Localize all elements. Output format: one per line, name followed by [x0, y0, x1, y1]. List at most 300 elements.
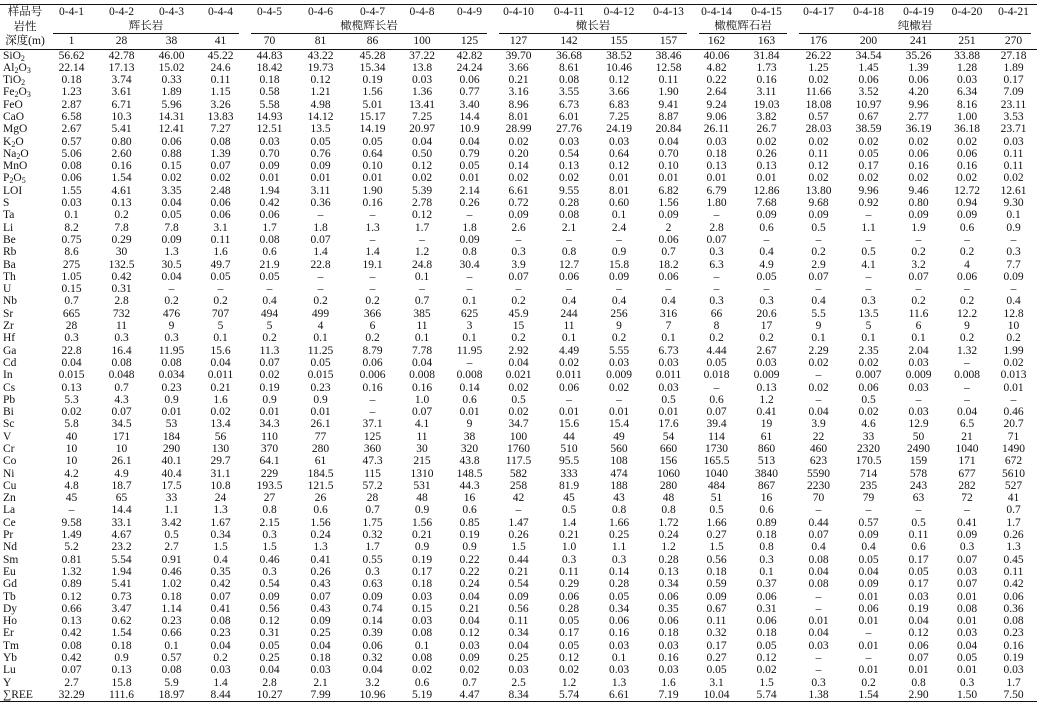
value-cell: 0.8	[661, 504, 676, 517]
value-cell: 9	[815, 320, 822, 333]
value-cell: 0.3	[1006, 246, 1021, 259]
value-cell: 0.27	[706, 652, 727, 665]
value-cell: 0.3	[959, 541, 975, 554]
depth-cell: 100	[398, 34, 446, 49]
value-cell: 0.01	[658, 172, 679, 185]
value-cell: 0.27	[706, 529, 727, 542]
table-row	[0, 394, 1037, 406]
value-cell: 0.03	[608, 135, 630, 148]
value-cell: 10.96	[347, 689, 398, 702]
value-cell: 0.1	[414, 332, 430, 345]
value-cell: 0.31	[111, 283, 132, 296]
sample-id-cell: 0-4-12	[594, 5, 644, 20]
value-cell: 0.006	[359, 369, 386, 382]
element-label: Cs	[3, 381, 16, 394]
value-cell: 0.37	[756, 578, 777, 591]
table-row	[0, 271, 1037, 283]
sample-id-cell: 0-4-18	[844, 5, 893, 20]
table-row	[0, 529, 1037, 541]
value-cell: 0.59	[706, 578, 727, 591]
value-cell: 21.9	[259, 258, 280, 271]
sample-id-cell: 0-4-4	[196, 5, 245, 20]
value-cell: –	[865, 283, 872, 296]
value-cell: 71	[1007, 430, 1020, 443]
value-cell: 0.7	[365, 504, 380, 517]
value-cell: 0.22	[459, 565, 480, 578]
formula-part: O	[18, 86, 27, 99]
value-cell: 7.25	[608, 110, 630, 123]
lithology-group-cell	[693, 20, 793, 35]
value-cell: 0.32	[362, 529, 383, 542]
element-label: Cu	[3, 479, 17, 492]
value-cell: 1.23	[61, 86, 82, 99]
value-cell: 0.08	[808, 553, 829, 566]
element-label: Tb	[3, 590, 16, 603]
value-cell: 0.02	[608, 381, 630, 394]
value-cell: 0.02	[259, 369, 280, 382]
value-cell: 0.04	[411, 356, 433, 369]
value-cell: –	[466, 209, 473, 222]
value-cell: 24	[214, 492, 227, 505]
value-cell: 4.6	[861, 418, 876, 431]
value-cell: 0.07	[310, 233, 331, 246]
value-cell: 0.45	[1003, 553, 1024, 566]
value-cell: 0.11	[1003, 160, 1024, 173]
depth-label: 深度(m)	[0, 34, 47, 49]
value-cell: 14.19	[359, 123, 386, 136]
value-cell: 43	[613, 492, 625, 505]
value-cell: 15.8	[608, 258, 630, 271]
value-cell: 1.49	[61, 529, 82, 542]
value-cell: 0.17	[1003, 74, 1024, 87]
value-cell: 8.96	[508, 98, 529, 111]
value-cell: 5.74	[740, 689, 793, 702]
element-label: Sr	[3, 307, 14, 320]
value-cell: 0.23	[1003, 627, 1024, 640]
value-cell: 2.64	[706, 86, 727, 99]
table-row	[0, 49, 1037, 62]
value-cell: 0.02	[1003, 172, 1024, 185]
value-cell: 4.82	[706, 61, 727, 74]
value-cell: 1.4	[213, 676, 228, 689]
value-cell: 184.5	[307, 467, 334, 480]
element-label: Th	[3, 270, 16, 283]
value-cell: 275	[62, 258, 81, 271]
value-cell: 19.73	[307, 61, 334, 74]
element-label: V	[3, 430, 12, 443]
value-cell: 0.17	[858, 160, 879, 173]
value-cell: 0.04	[956, 406, 978, 419]
value-cell: 0.20	[508, 147, 529, 160]
value-cell: 2.6	[511, 221, 526, 234]
value-cell: 26	[314, 492, 327, 505]
value-cell: 0.01	[161, 406, 182, 419]
value-cell: 1.73	[756, 61, 777, 74]
value-cell: 0.2	[959, 246, 975, 259]
value-cell: 0.3	[114, 332, 129, 345]
value-cell: 0.02	[858, 406, 879, 419]
value-cell: 0.015	[307, 369, 334, 382]
value-cell: 42	[512, 492, 525, 505]
value-cell: 3.9	[811, 418, 826, 431]
value-cell: 42.82	[456, 49, 483, 62]
value-cell: 1730	[705, 443, 728, 455]
value-cell: 0.12	[608, 74, 630, 87]
element-label	[0, 172, 47, 184]
value-cell: 5590	[807, 467, 830, 480]
value-cell: 6	[915, 320, 922, 333]
value-cell: 0.01	[908, 664, 929, 677]
value-cell: 1.5	[709, 541, 724, 554]
value-cell: 0.03	[310, 664, 331, 677]
sample-id-cell: 0-4-17	[793, 5, 844, 20]
value-cell: 513	[757, 455, 776, 468]
value-cell: 560	[610, 443, 628, 455]
value-cell: 0.43	[310, 578, 331, 591]
value-cell: 39.70	[505, 49, 532, 62]
value-cell: 1040	[705, 467, 728, 480]
value-cell: –	[865, 504, 872, 517]
value-cell: 26.22	[805, 49, 832, 62]
value-cell: 0.7	[64, 295, 79, 308]
value-cell: 13.4	[210, 418, 231, 431]
value-cell: 0.5	[861, 393, 876, 406]
value-cell: 0.76	[310, 147, 331, 160]
table-row	[0, 677, 1037, 689]
value-cell: 0.3	[709, 295, 724, 308]
table-row	[0, 382, 1037, 394]
value-cell: 9.58	[61, 516, 82, 529]
value-cell: 95.5	[558, 455, 580, 468]
value-cell: 0.01	[608, 172, 630, 185]
value-cell: –	[665, 283, 672, 296]
value-cell: 0.03	[908, 356, 929, 369]
value-cell: 0.01	[956, 590, 978, 603]
value-cell: 0.67	[858, 110, 879, 123]
value-cell: 13.8	[411, 61, 433, 74]
value-cell: 0.11	[210, 233, 231, 246]
element-label: Y	[3, 676, 12, 689]
value-cell: 2.29	[808, 344, 829, 357]
value-cell: 0.02	[508, 172, 529, 185]
value-cell: 0.41	[210, 602, 231, 615]
value-cell: 0.11	[908, 529, 929, 542]
value-cell: 0.2	[511, 332, 526, 345]
value-cell: –	[964, 393, 970, 406]
value-cell: 0.8	[759, 541, 774, 554]
value-cell: 10.9	[459, 123, 480, 136]
value-cell: –	[68, 504, 75, 517]
value-cell: 5.5	[811, 307, 826, 320]
table-row	[0, 320, 1037, 332]
value-cell: 0.13	[706, 160, 727, 173]
value-cell: 0.06	[756, 615, 777, 628]
value-cell: 23.11	[1000, 98, 1027, 111]
value-cell: 0.01	[956, 664, 978, 677]
value-cell: 6.61	[594, 689, 644, 702]
value-cell: 9.30	[1003, 197, 1024, 210]
value-cell: 0.08	[411, 627, 433, 640]
value-cell: 6.79	[706, 184, 727, 197]
value-cell: 1.2	[561, 676, 577, 689]
value-cell: 0.4	[213, 553, 228, 566]
value-cell: 0.18	[756, 529, 777, 542]
value-cell: 22.14	[58, 61, 85, 74]
value-cell: 1.2	[414, 246, 430, 259]
value-cell: 2.67	[61, 123, 82, 136]
table-row	[0, 62, 1037, 74]
element-label: Cr	[3, 443, 15, 455]
value-cell: 7.19	[644, 689, 693, 702]
value-cell: 14.93	[256, 110, 283, 123]
value-cell: 6.01	[558, 110, 580, 123]
value-cell: 11.6	[908, 307, 929, 320]
value-cell: 0.4	[661, 295, 676, 308]
table-row	[0, 578, 1037, 590]
value-cell: 70	[812, 492, 825, 505]
table-row	[0, 664, 1037, 676]
value-cell: 0.11	[1003, 565, 1024, 578]
formula-part: O	[15, 135, 24, 148]
value-cell: 65	[115, 492, 128, 505]
element-label: Be	[3, 233, 16, 246]
value-cell: 0.02	[411, 664, 433, 677]
value-cell: 0.9	[611, 246, 627, 259]
value-cell: 527	[1004, 479, 1023, 492]
value-cell: 0.1	[811, 332, 826, 345]
value-cell: 0.31	[756, 602, 777, 615]
value-cell: 0.16	[111, 160, 132, 173]
value-cell: 215	[413, 455, 431, 468]
value-cell: 6.34	[956, 86, 978, 99]
value-cell: 0.07	[411, 406, 433, 419]
value-cell: 17.6	[658, 418, 679, 431]
value-cell: 0.1	[759, 565, 774, 578]
value-cell: 0.13	[61, 615, 82, 628]
value-cell: –	[369, 393, 376, 406]
value-cell: 0.11	[559, 565, 579, 578]
value-cell: 5.01	[362, 98, 383, 111]
value-cell: 0.16	[908, 160, 929, 173]
value-cell: 0.1	[911, 332, 926, 345]
value-cell: 12.2	[956, 307, 978, 320]
value-cell: 0.1	[164, 639, 179, 652]
value-cell: –	[815, 652, 822, 665]
value-cell: 0.05	[259, 270, 280, 283]
value-cell: 117.5	[505, 455, 532, 468]
value-cell: 0.08	[161, 356, 182, 369]
value-cell: 7.8	[164, 221, 179, 234]
value-cell: 0.12	[608, 160, 630, 173]
value-cell: 0.01	[858, 664, 879, 677]
value-cell: 0.13	[658, 565, 679, 578]
value-cell: 0.14	[508, 160, 529, 173]
value-cell: 0.5	[709, 504, 724, 517]
value-cell: 0.09	[608, 270, 630, 283]
value-cell: 1.2	[759, 393, 774, 406]
value-cell: 63	[912, 492, 925, 505]
value-cell: –	[616, 393, 622, 406]
value-cell: 1.2	[661, 541, 676, 554]
value-cell: 0.011	[207, 369, 234, 382]
formula-subscript: 3	[26, 65, 31, 75]
value-cell: 0.07	[706, 233, 727, 246]
value-cell: 0.07	[508, 270, 529, 283]
depth-cell: 86	[347, 34, 398, 49]
value-cell: –	[1010, 283, 1017, 296]
value-cell: 1.1	[164, 504, 179, 517]
value-cell: 0.3	[861, 295, 876, 308]
value-cell: 1.7	[1006, 676, 1021, 689]
table-row	[0, 541, 1037, 553]
value-cell: 0.03	[1003, 135, 1024, 148]
value-cell: 0.89	[756, 516, 777, 529]
value-cell: 1760	[507, 443, 530, 455]
value-cell: 5.9	[164, 676, 179, 689]
value-cell: 0.64	[362, 147, 383, 160]
value-cell: 20.84	[655, 123, 682, 136]
value-cell: 0.1	[611, 652, 627, 665]
value-cell: 38	[463, 430, 476, 443]
value-cell: 0.06	[161, 135, 182, 148]
value-cell: 0.34	[658, 578, 679, 591]
table-row	[0, 197, 1037, 209]
value-cell: 0.42	[111, 270, 132, 283]
table-row	[0, 591, 1037, 603]
value-cell: 8.79	[362, 344, 383, 357]
value-cell: 15.02	[158, 61, 185, 74]
depth-cell: 162	[693, 34, 740, 49]
value-cell: 0.07	[210, 590, 231, 603]
value-cell: 1.1	[611, 541, 627, 554]
value-cell: 0.16	[1003, 639, 1024, 652]
value-cell: 0.5	[561, 504, 577, 517]
value-cell: 54	[662, 430, 675, 443]
value-cell: 1.05	[61, 270, 82, 283]
sample-id-cell: 0-4-11	[544, 5, 594, 20]
lithology-group-label: 辉长岩	[53, 20, 239, 35]
value-cell: 0.29	[111, 233, 132, 246]
depth-cell: 81	[294, 34, 347, 49]
value-cell: 0.6	[462, 393, 477, 406]
value-cell: –	[317, 209, 324, 222]
value-cell: 28	[366, 492, 379, 505]
value-cell: 0.03	[558, 135, 580, 148]
value-cell: 38.52	[606, 49, 632, 62]
value-cell: 582	[509, 467, 528, 480]
value-cell: 0.12	[411, 209, 433, 222]
value-cell: 0.14	[362, 615, 383, 628]
value-cell: 0.6	[911, 541, 926, 554]
value-cell: 34.5	[111, 418, 132, 431]
value-cell: –	[1010, 233, 1017, 246]
value-cell: 34.7	[508, 418, 529, 431]
formula-part: O	[20, 147, 29, 160]
value-cell: 0.06	[558, 270, 580, 283]
value-cell: 0.11	[508, 615, 529, 628]
value-cell: 0.06	[756, 590, 777, 603]
value-cell: 3.1	[709, 676, 724, 689]
value-cell: 45	[563, 492, 575, 505]
lithology-group-label: 橄榄辉长岩	[251, 20, 487, 35]
value-cell: 0.56	[706, 553, 727, 566]
value-cell: 8.61	[558, 61, 580, 74]
value-cell: 0.09	[508, 209, 529, 222]
value-cell: 1.9	[911, 221, 926, 234]
value-cell: 0.048	[108, 369, 135, 382]
table-row	[0, 418, 1037, 430]
value-cell: 0.009	[905, 369, 932, 382]
value-cell: 20.97	[409, 123, 435, 136]
value-cell: 1.3	[313, 541, 328, 554]
value-cell: 0.11	[1003, 147, 1024, 160]
value-cell: 0.57	[808, 110, 829, 123]
value-cell: 0.04	[411, 135, 433, 148]
value-cell: 0.06	[908, 639, 929, 652]
value-cell: 1.39	[908, 61, 929, 74]
value-cell: 0.01	[310, 172, 331, 185]
value-cell: 43.8	[459, 455, 480, 468]
value-cell: 12.8	[1003, 307, 1024, 320]
value-cell: 0.01	[362, 172, 383, 185]
value-cell: 44.3	[459, 479, 480, 492]
value-cell: 36.68	[556, 49, 582, 62]
value-cell: 1.8	[313, 221, 328, 234]
value-cell: 0.1	[213, 332, 228, 345]
value-cell: 0.14	[608, 565, 630, 578]
value-cell: 10.27	[245, 689, 294, 702]
sample-id-label: 样品号	[0, 5, 47, 20]
value-cell: 13.83	[207, 110, 234, 123]
value-cell: 0.18	[411, 578, 433, 591]
value-cell: 0.13	[61, 381, 82, 394]
value-cell: 1.54	[111, 627, 132, 640]
element-label: Ni	[3, 467, 15, 480]
element-label: ∑REE	[0, 689, 47, 702]
value-cell: 0.008	[954, 369, 980, 382]
value-cell: 0.17	[908, 578, 929, 591]
value-cell: 0.04	[956, 639, 978, 652]
value-cell: 0.70	[259, 147, 280, 160]
value-cell: 8.34	[493, 689, 544, 702]
value-cell: 159	[909, 455, 928, 468]
value-cell: 23.2	[111, 541, 132, 554]
value-cell: 15.4	[608, 418, 630, 431]
value-cell: 0.08	[161, 664, 182, 677]
value-cell: 0.09	[459, 652, 480, 665]
value-cell: 184	[162, 430, 181, 443]
value-cell: –	[865, 627, 872, 640]
value-cell: 0.05	[858, 147, 879, 160]
value-cell: 9	[466, 418, 473, 431]
value-cell: 24.24	[456, 61, 483, 74]
value-cell: 11.3	[259, 344, 280, 357]
value-cell: 0.57	[161, 652, 182, 665]
value-cell: 385	[413, 307, 431, 320]
value-cell: 0.01	[310, 406, 331, 419]
value-cell: 1.3	[611, 676, 627, 689]
value-cell: 0.26	[310, 565, 331, 578]
value-cell: 9.46	[908, 184, 929, 197]
value-cell: 13.41	[409, 98, 435, 111]
value-cell: 3.55	[558, 86, 580, 99]
value-cell: 0.011	[655, 369, 682, 382]
value-cell: 0.26	[756, 147, 777, 160]
value-cell: 0.013	[1000, 369, 1027, 382]
value-cell: 0.09	[908, 209, 929, 222]
value-cell: 2.04	[908, 344, 929, 357]
value-cell: 0.26	[459, 197, 480, 210]
